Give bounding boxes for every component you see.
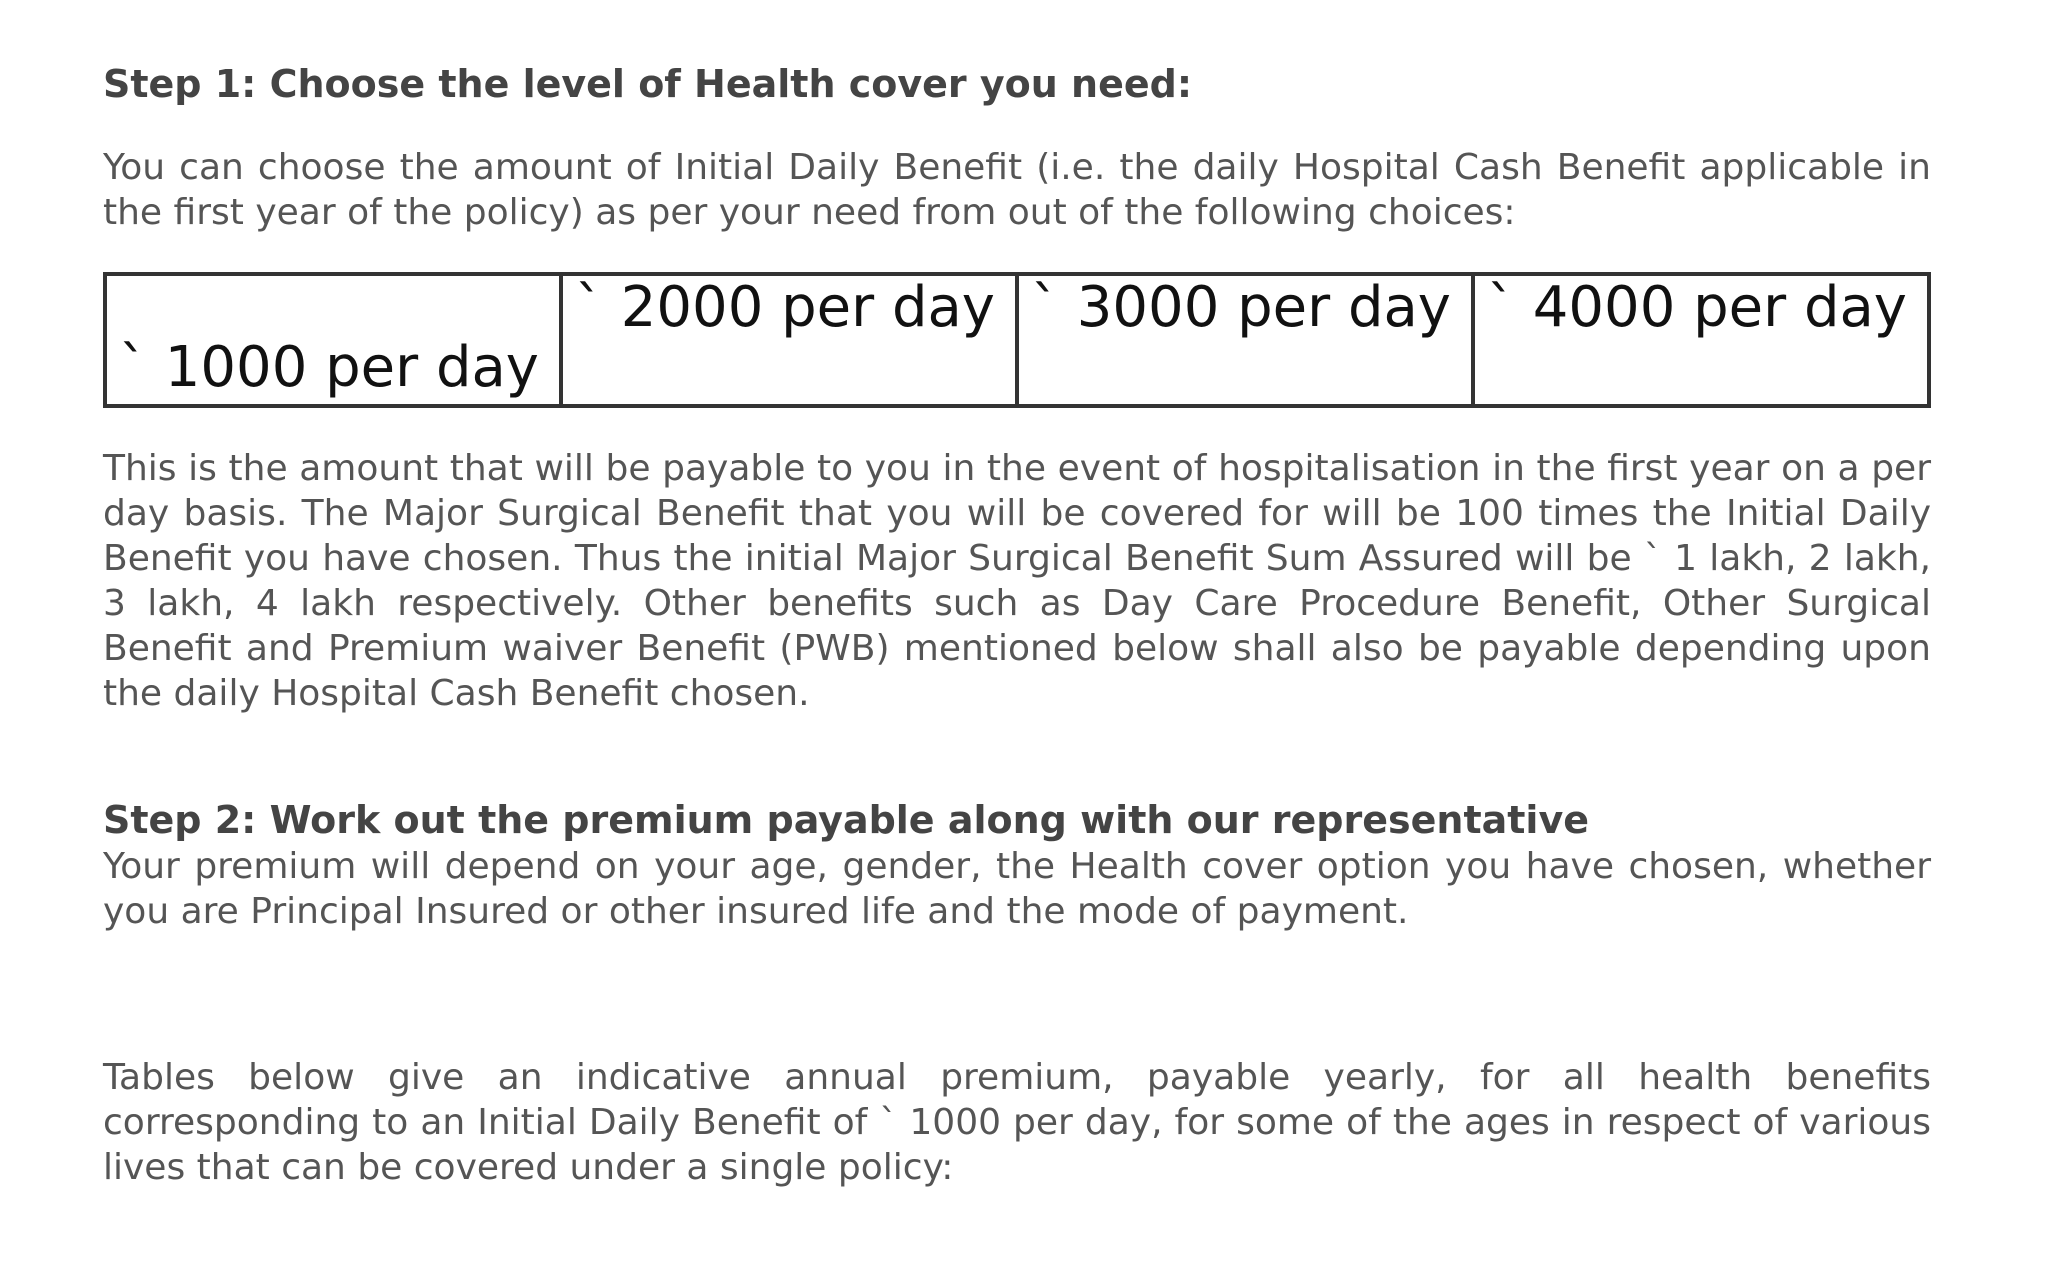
- choice-cell: ` 1000 per day: [105, 274, 561, 406]
- step2-heading: Step 2: Work out the premium payable along with our representative: [103, 798, 1589, 842]
- table-row: [105, 274, 1929, 406]
- tables-note-paragraph: Tables below give an indicative annual premium, payable yearly, for all health benefits corresponding to an Initial Daily Benefit of ` 1000 per day, for some of the ages in respect of various lives that can be covered under a single policy:: [103, 1057, 1931, 1188]
- step1-heading: Step 1: Choose the level of Health cover you need:: [103, 62, 1193, 106]
- daily-benefit-choices-table: [103, 272, 1931, 408]
- choice-cell: ` 2000 per day: [561, 274, 1017, 406]
- step1-intro-paragraph: You can choose the amount of Initial Daily Benefit (i.e. the daily Hospital Cash Benefit applicable in the first year of the policy) as per your need from out of the following choices:: [103, 147, 1931, 233]
- choice-cell: ` 4000 per day: [1473, 274, 1929, 406]
- step2-paragraph: Your premium will depend on your age, gender, the Health cover option you have chosen, whether you are Principal Insured or other insured life and the mode of payment.: [103, 846, 1931, 932]
- choice-cell: ` 3000 per day: [1017, 274, 1473, 406]
- step1-detail-paragraph: This is the amount that will be payable to you in the event of hospitalisation in the first year on a per day basis. The Major Surgical Benefit that you will be covered for will be 100 times the Initial Daily Benefit you have chosen. Thus the initial Major Surgical Benefit Sum Assured will be ` 1 lakh, 2 lakh, 3 lakh, 4 lakh respectively. Other benefits such as Day Care Procedure Benefit, Other Surgical Benefit and Premium waiver Benefit (PWB) mentioned below shall also be payable depending upon the daily Hospital Cash Benefit chosen.: [103, 448, 1931, 714]
